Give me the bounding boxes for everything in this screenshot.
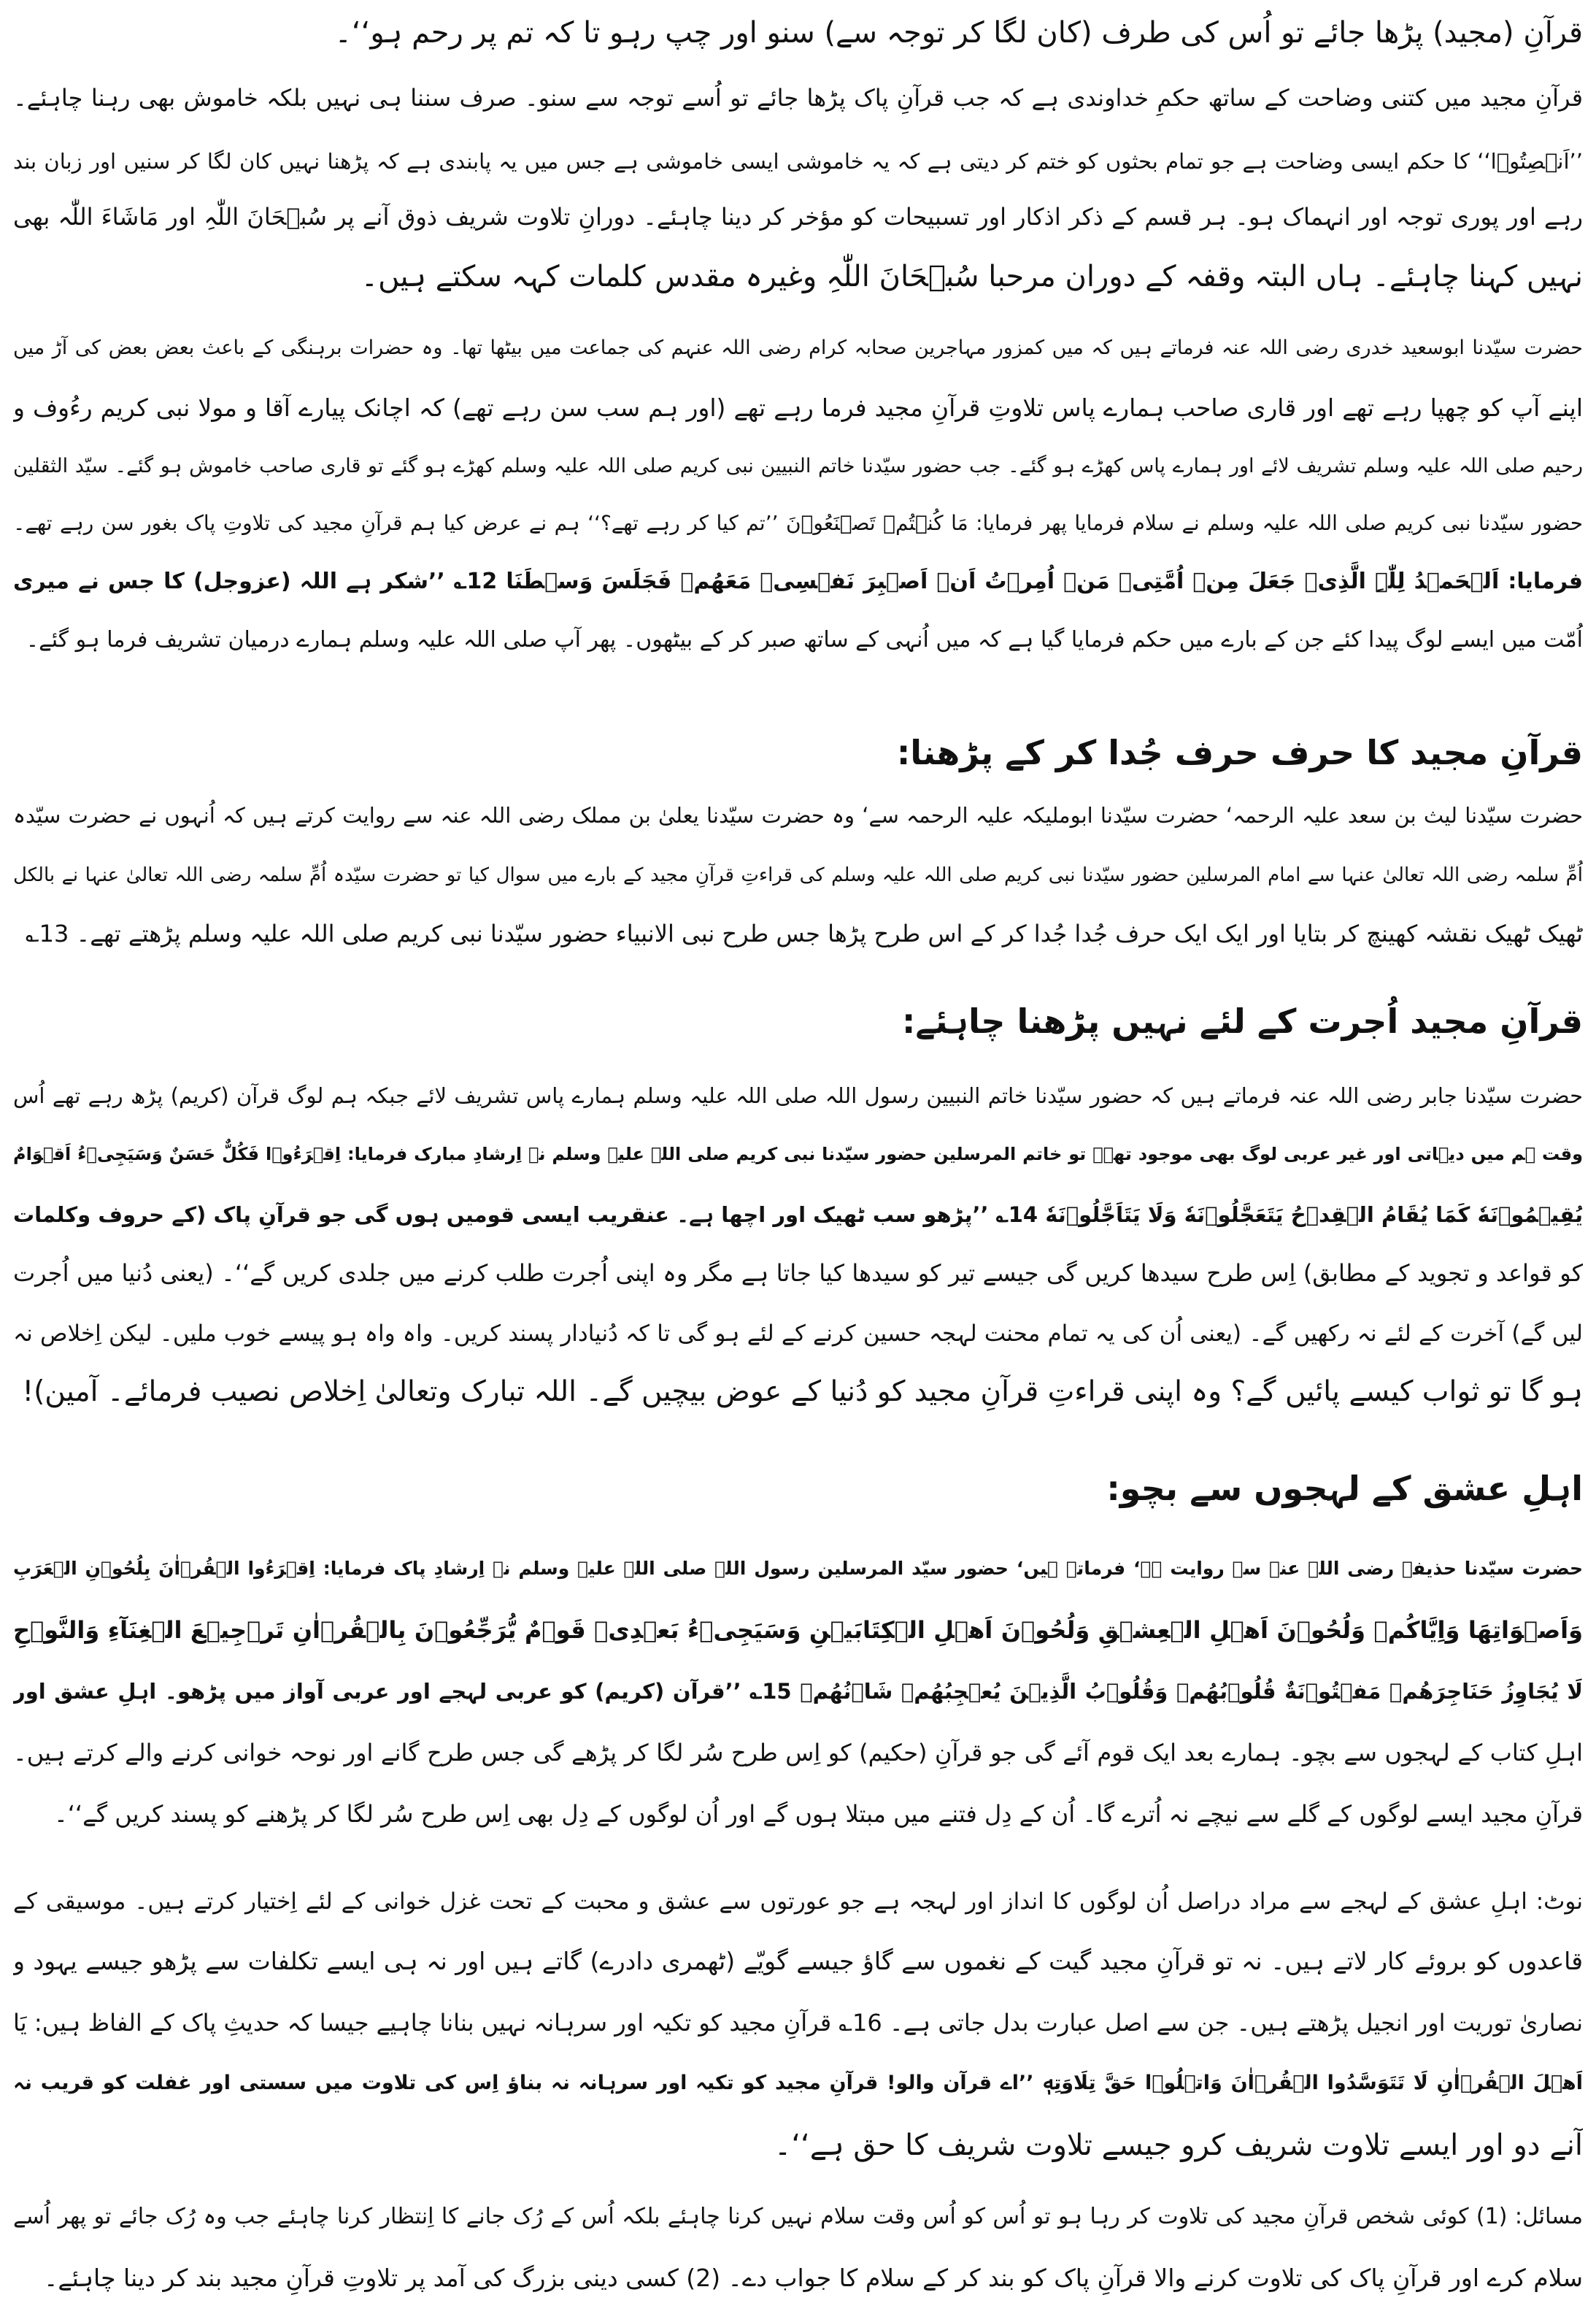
arabic-quote-line: اَهۡلَ الۡقُرۡاٰنِ لَا تَتَوَسَّدُوا الۡقُرۡاٰنَ وَاتۡلُوۡا حَقَّ تِلَاوَتِهٖ ’’اے قرآن والو! قرآنِ مجید کو تکیہ اور سرہانہ نہ بناؤ اِس کی تلاوت میں سستی اور غفلت کو قریب نہ bbox=[13, 2072, 1583, 2094]
paragraph-line: حضرت سیّدنا ابوسعید خدری رضی اللہ عنہ فرماتے ہیں کہ میں کمزور مہاجرین صحابہ کرام رضی اللہ عنہم کی جماعت میں بیٹھا تھا۔ وہ حضرات برہنگی کے باعث بعض بعض کی آڑ میں bbox=[13, 337, 1583, 359]
arabic-quote-line: لَا یُجَاوِزُ حَنَاجِرَهُمۡ مَفۡتُوۡنَةٌ قُلُوۡبُهُمۡ وَقُلُوۡبُ الَّذِیۡنَ یُعۡجِبُهُمۡ شَاۡنُهُمۡ 15؎ ’’قرآن (کریم) کو عربی لہجے اور عربی آواز میں پڑھو۔ اہلِ عشق اور bbox=[13, 1679, 1583, 1704]
paragraph-line: ہو گا تو ثواب کیسے پائیں گے؟ وہ اپنی قراءتِ قرآنِ مجید کو دُنیا کے عوض بیچیں گے۔ اللہ تبارک وتعالیٰ اِخلاص نصیب فرمائے۔ آمین)! bbox=[22, 1375, 1583, 1408]
paragraph-line: ٹھیک ٹھیک نقشہ کھینچ کر بتایا اور ایک ایک حرف جُدا جُدا کر کے اس طرح پڑھا جس طرح نبی الانبیاء حضور سیّدنا نبی کریم صلی اللہ علیہ وسلم پڑھتے تھے۔ 13؎ bbox=[25, 920, 1583, 947]
paragraph-line: کو قواعد و تجوید کے مطابق) اِس طرح سیدھا کریں گی جیسے تیر کو سیدھا کیا جاتا ہے مگر وہ اپنی اُجرت طلب کرنے میں جلدی کریں گے‘‘۔ (یعنی دُنیا میں اُجرت bbox=[13, 1259, 1583, 1287]
paragraph-line: اہلِ کتاب کے لہجوں سے بچو۔ ہمارے بعد ایک قوم آئے گی جو قرآنِ (حکیم) کو اِس طرح سُر لگا کر پڑھے گی جس طرح گانے اور نوحہ خوانی کرنے والے کرتے ہیں۔ bbox=[13, 1739, 1583, 1767]
arabic-quote-line: یُقِیۡمُوۡنَهٗ کَمَا یُقَامُ الۡقِدۡحُ یَتَعَجَّلُوۡنَهٗ وَلَا یَتَاَجَّلُوۡنَهٗ 14؎ ’’پڑھو سب ٹھیک اور اچھا ہے۔ عنقریب ایسی قومیں ہوں گی جو قرآنِ پاک (کے حروف وکلمات bbox=[13, 1202, 1583, 1227]
paragraph-line: حضور سیّدنا نبی کریم صلی اللہ علیہ وسلم نے سلام فرمایا پھر فرمایا: مَا کُنۡتُمۡ تَصۡنَعُوۡنَ ’’تم کیا کر رہے تھے؟‘‘ ہم نے عرض کیا ہم قرآنِ مجید کی تلاوتِ پاک بغور سن رہے تھے۔ bbox=[13, 511, 1583, 535]
section-heading: اہلِ عشق کے لہجوں سے بچو: bbox=[1106, 1469, 1583, 1508]
arabic-quote-line: حضرت سیّدنا حذیفہ رضی اللہ عنہ سے روایت ہے‘ فرماتے ہیں‘ حضور سیّد المرسلین رسول اللہ صلی اللہ علیہ وسلم نے اِرشادِ پاک فرمایا: اِقۡرَءُوا الۡقُرۡاٰنَ بِلُحُوۡنِ الۡعَرَبِ bbox=[13, 1558, 1583, 1579]
arabic-quote-line: وقت ہم میں دیہاتی اور غیر عربی لوگ بھی موجود تھے۔ تو خاتم المرسلین حضور سیّدنا نبی کریم صلی اللہ علیہ وسلم نے اِرشادِ مبارک فرمایا: اِقۡرَءُوۡا فَکُلٌّ حَسَنٌ وَسَیَجِیۡءُ اَقۡوَامٌ bbox=[13, 1144, 1583, 1164]
paragraph-line: رہے اور پوری توجہ اور انہماک ہو۔ ہر قسم کے ذکر اذکار اور تسبیحات کو مؤخر کر دینا چاہئے۔ دورانِ تلاوت شریف ذوق آنے پر سُبۡحَانَ اللّٰہِ اور مَاشَاءَ اللّٰہ بھی bbox=[13, 203, 1583, 231]
paragraph-line: ’’اَنۡصِتُوۡا‘‘ کا حکم ایسی وضاحت ہے جو تمام بحثوں کو ختم کر دیتی ہے کہ یہ خاموشی ایسی خاموشی ہے جس میں یہ پابندی ہے کہ پڑھنا نہیں کان لگا کر سنیں اور زبان بند bbox=[13, 149, 1583, 174]
paragraph-line: اُمِّ سلمہ رضی اللہ تعالیٰ عنہا سے امام المرسلین حضور سیّدنا نبی کریم صلی اللہ علیہ وسلم کی قراءتِ قرآنِ مجید کے بارے میں سوال کیا تو حضرت سیّدہ اُمِّ سلمہ رضی اللہ تعالیٰ عنہا نے بالکل bbox=[13, 864, 1583, 886]
paragraph-line: نصاریٰ توریت اور انجیل پڑھتے ہیں۔ جن سے اصل عبارت بدل جاتی ہے۔ 16؎ قرآنِ مجید کو تکیہ اور سرہانہ نہیں بنانا چاہیے جیسا کہ حدیثِ پاک کے الفاظ ہیں: یَا bbox=[13, 2009, 1583, 2037]
paragraph-line: قرآنِ (مجید) پڑھا جائے تو اُس کی طرف (کان لگا کر توجہ سے) سنو اور چپ رہو تا کہ تم پر رحم ہو‘‘۔ bbox=[334, 16, 1583, 50]
paragraph-line: اُمّت میں ایسے لوگ پیدا کئے جن کے بارے میں حکم فرمایا گیا ہے کہ میں اُنہی کے ساتھ صبر کر کے بیٹھوں۔ پھر آپ صلی اللہ علیہ وسلم ہمارے درمیان تشریف فرما ہو گئے۔ bbox=[26, 627, 1583, 653]
paragraph-line: قاعدوں کو بروئے کار لاتے ہیں۔ نہ تو قرآنِ مجید گیت کے نغموں سے گاؤ جیسے گویّے (ٹھمری دادرے) گاتے ہیں اور نہ ہی ایسے تکلفات سے پڑھو جیسے یہود و bbox=[13, 1947, 1583, 1975]
section-heading: قرآنِ مجید اُجرت کے لئے نہیں پڑھنا چاہئے: bbox=[901, 1002, 1583, 1041]
paragraph-line: قرآنِ مجید ایسے لوگوں کے گلے سے نیچے نہ اُترے گا۔ اُن کے دِل فتنے میں مبتلا ہوں گے اور اُن لوگوں کے دِل بھی اِس طرح سُر لگا کر پڑھنے کو پسند کریں گے‘‘۔ bbox=[53, 1800, 1583, 1828]
arabic-quote-line: فرمایا: اَلۡحَمۡدُ لِلّٰہِ الَّذِیۡ جَعَلَ مِنۡ اُمَّتِیۡ مَنۡ اُمِرۡتُ اَنۡ اَصۡبِرَ نَفۡسِیۡ مَعَهُمۡ فَجَلَسَ وَسۡطَنَا 12؎ ’’شکر ہے اللہ (عزوجل) کا جس نے میری bbox=[13, 569, 1583, 594]
paragraph-line: نہیں کہنا چاہئے۔ ہاں البتہ وقفہ کے دوران مرحبا سُبۡحَانَ اللّٰہِ وغیرہ مقدس کلمات کہہ سکتے ہیں۔ bbox=[361, 260, 1583, 293]
arabic-quote-line: وَاَصۡوَاتِهَا وَاِیَّاکُمۡ وَلُحُوۡنَ اَهۡلِ الۡعِشۡقِ وَلُحُوۡنَ اَهۡلِ الۡکِتَابَیۡنِ وَسَیَجِیۡءُ بَعۡدِیۡ قَوۡمٌ یُّرَجِّعُوۡنَ بِالۡقُرۡاٰنِ تَرۡجِیۡعَ الۡغِنَآءِ وَالنَّوۡحِ bbox=[13, 1616, 1583, 1644]
paragraph-line: حضرت سیّدنا لیث بن سعد علیہ الرحمہ‘ حضرت سیّدنا ابوملیکہ علیہ الرحمہ سے‘ وہ حضرت سیّدنا یعلیٰ بن مملک رضی اللہ عنہ سے روایت کرتے ہیں کہ اُنہوں نے حضرت سیّدہ bbox=[13, 803, 1583, 828]
note-line: نوٹ: اہلِ عشق کے لہجے سے مراد دراصل اُن لوگوں کا انداز اور لہجہ ہے جو عورتوں سے عشق و محبت کے تحت غزل خوانی کے لئے اِختیار کرتے ہیں۔ موسیقی کے bbox=[13, 1888, 1583, 1915]
paragraph-line: آنے دو اور ایسے تلاوت شریف کرو جیسے تلاوت شریف کا حق ہے‘‘۔ bbox=[774, 2129, 1583, 2162]
paragraph-line: سلام کرے اور قرآنِ پاک کی تلاوت کرنے والا قرآنِ پاک کو بند کر کے سلام کا جواب دے۔ (2) کسی دینی بزرگ کی آمد پر تلاوتِ قرآنِ مجید بند کر دینا چاہئے۔ bbox=[44, 2264, 1583, 2292]
paragraph-line: حضرت سیّدنا جابر رضی اللہ عنہ فرماتے ہیں کہ حضور سیّدنا خاتم النبیین رسول اللہ صلی اللہ علیہ وسلم ہمارے پاس تشریف لائے جبکہ ہم لوگ قرآن (کریم) پڑھ رہے تھے اُس bbox=[13, 1083, 1583, 1108]
paragraph-line: اپنے آپ کو چھپا رہے تھے اور قاری صاحب ہمارے پاس تلاوتِ قرآنِ مجید فرما رہے تھے (اور ہم سب سن رہے تھے) کہ اچانک پیارے آقا و مولا نبی کریم رءُوف و bbox=[13, 393, 1583, 422]
masail-line: مسائل: (1) کوئی شخص قرآنِ مجید کی تلاوت کر رہا ہو تو اُس کو اُس وقت سلام نہیں کرنا چاہئے بلکہ اُس کے رُک جانے کا اِنتظار کرنا چاہئے جب وہ رُک جائے تو پھر اُسے bbox=[13, 2204, 1583, 2229]
section-heading: قرآنِ مجید کا حرف حرف جُدا کر کے پڑھنا: bbox=[896, 733, 1583, 772]
paragraph-line: لیں گے) آخرت کے لئے نہ رکھیں گے۔ (یعنی اُن کی یہ تمام محنت لہجہ حسین کرنے کے لئے ہو گی تا کہ دُنیادار پسند کریں۔ واہ واہ ہو پیسے خوب ملیں۔ لیکن اِخلاص نہ bbox=[13, 1320, 1583, 1347]
paragraph-line: قرآنِ مجید میں کتنی وضاحت کے ساتھ حکمِ خداوندی ہے کہ جب قرآنِ پاک پڑھا جائے تو اُسے توجہ سے سنو۔ صرف سننا ہی نہیں بلکہ خاموش بھی رہنا چاہئے۔ bbox=[13, 84, 1583, 112]
paragraph-line: رحیم صلی اللہ علیہ وسلم تشریف لائے اور ہمارے پاس کھڑے ہو گئے۔ جب حضور سیّدنا خاتم النبیین نبی کریم صلی اللہ علیہ وسلم کھڑے ہو گئے تو قاری صاحب خاموش ہو گئے۔ سیّد الثقلین bbox=[13, 455, 1583, 477]
